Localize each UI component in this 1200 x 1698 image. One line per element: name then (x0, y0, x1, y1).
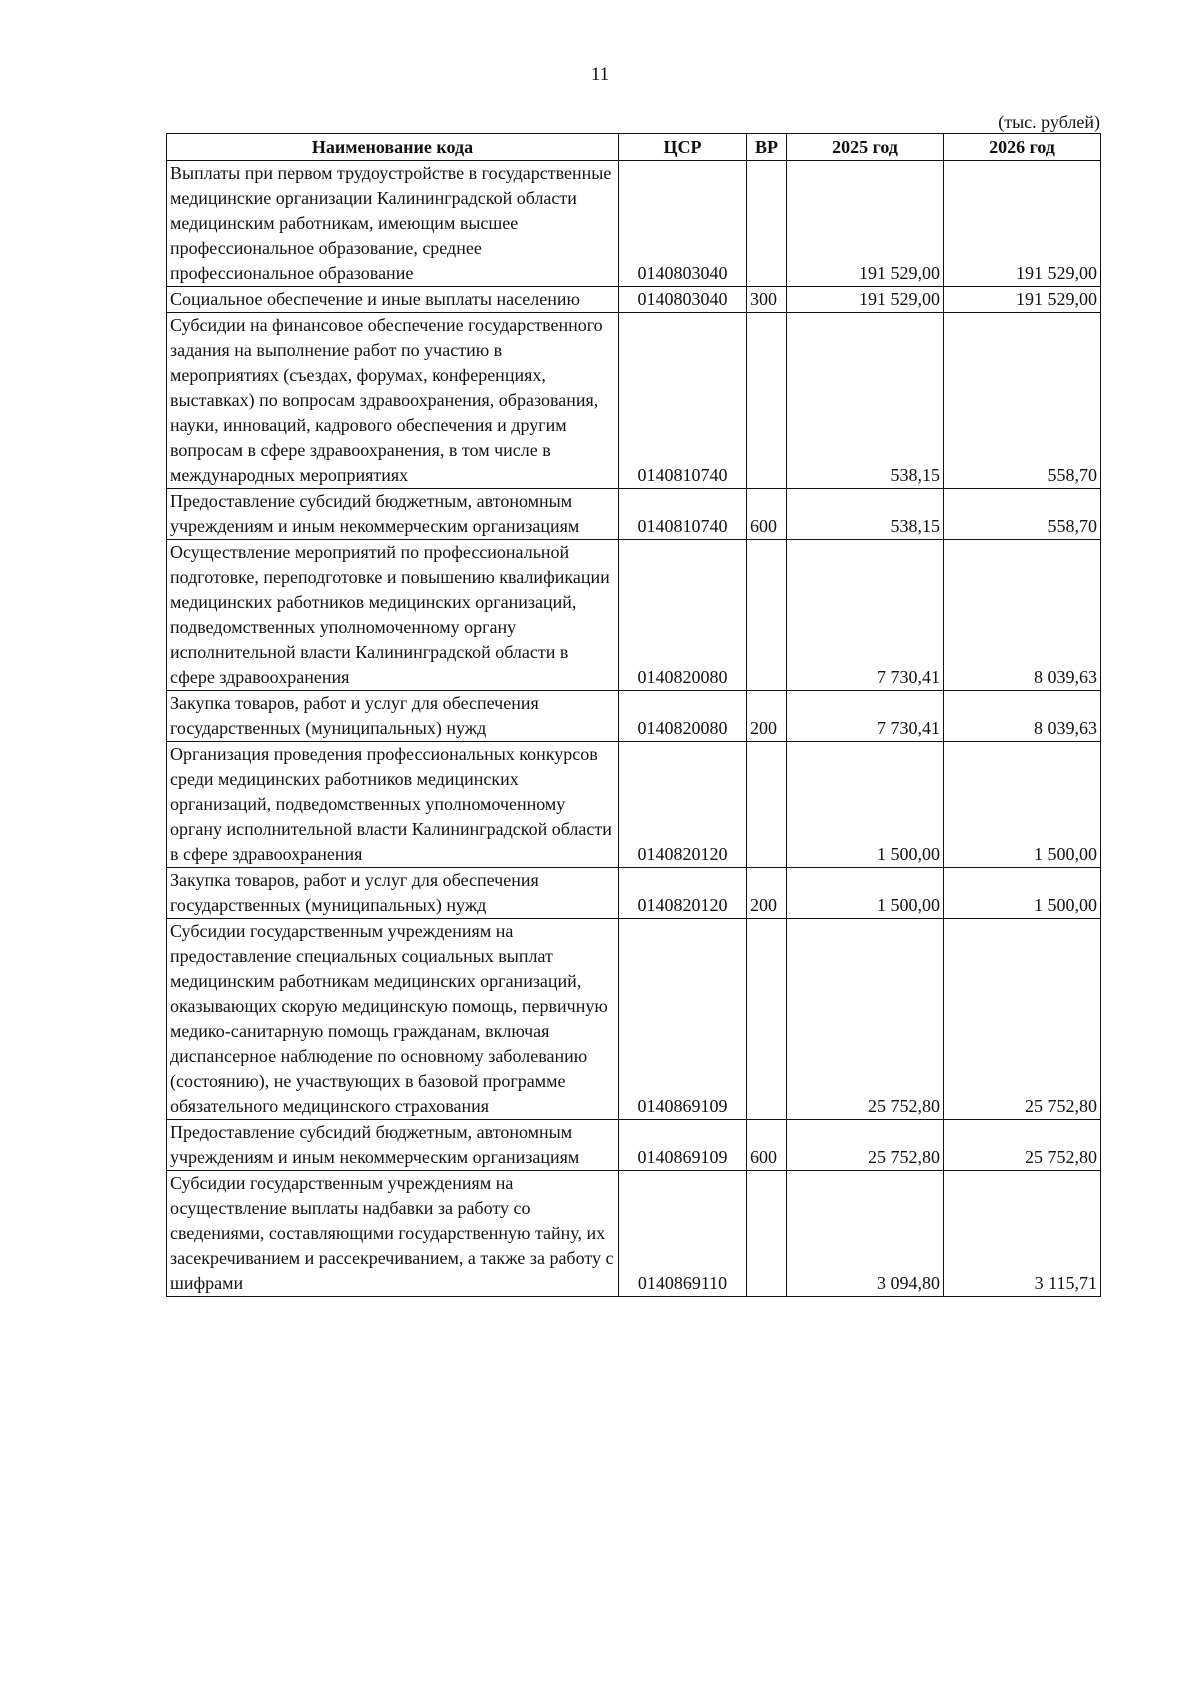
table-row (167, 161, 1101, 287)
row-name: Субсидии на финансовое обеспечение государственного задания на выполнение работ по участию в мероприятиях (съездах, форумах, конференциях, выставках) по вопросам здравоохранения, образования, науки, инноваций, кадрового обеспечения и другим вопросам в сфере здравоохранения, в том числе в международных мероприятиях (167, 313, 619, 489)
row-vr: 200 (747, 868, 787, 919)
row-year-2025: 25 752,80 (787, 919, 944, 1120)
row-year-2026: 558,70 (944, 313, 1101, 489)
row-name: Субсидии государственным учреждениям на предоставление специальных социальных выплат медицинским работникам медицинских организаций, оказывающих скорую медицинскую помощь, первичную медико-санитарную помощь гражданам, включая диспансерное наблюдение по основному заболеванию (состоянию), не участвующих в базовой программе обязательного медицинского страхования (167, 919, 619, 1120)
row-name: Выплаты при первом трудоустройстве в государственные медицинские организации Калининградской области медицинским работникам, имеющим высшее профессиональное образование, среднее профессиональное образование (167, 161, 619, 287)
row-year-2026: 8 039,63 (944, 691, 1101, 742)
row-code: 0140820080 (619, 691, 747, 742)
row-vr (747, 919, 787, 1120)
row-code: 0140820120 (619, 742, 747, 868)
header-year-2025: 2025 год (787, 134, 944, 161)
table-row (167, 868, 1101, 919)
row-year-2025: 191 529,00 (787, 161, 944, 287)
table-row (167, 1120, 1101, 1171)
row-year-2025: 538,15 (787, 489, 944, 540)
row-year-2026: 1 500,00 (944, 868, 1101, 919)
row-vr (747, 742, 787, 868)
table-row (167, 287, 1101, 313)
row-year-2026: 191 529,00 (944, 161, 1101, 287)
row-code: 0140803040 (619, 287, 747, 313)
table-row (167, 1171, 1101, 1297)
budget-table (166, 133, 1101, 1297)
row-year-2025: 7 730,41 (787, 540, 944, 691)
row-vr: 600 (747, 1120, 787, 1171)
row-code: 0140869110 (619, 1171, 747, 1297)
row-year-2026: 25 752,80 (944, 919, 1101, 1120)
row-code: 0140820120 (619, 868, 747, 919)
header-vr: ВР (747, 134, 787, 161)
row-name: Предоставление субсидий бюджетным, автономным учреждениям и иным некоммерческим организациям (167, 1120, 619, 1171)
table-row (167, 919, 1101, 1120)
header-code: ЦСР (619, 134, 747, 161)
row-year-2026: 3 115,71 (944, 1171, 1101, 1297)
row-vr (747, 161, 787, 287)
row-code: 0140810740 (619, 313, 747, 489)
row-year-2025: 25 752,80 (787, 1120, 944, 1171)
units-label: (тыс. рублей) (998, 112, 1100, 132)
row-code: 0140869109 (619, 919, 747, 1120)
row-name: Организация проведения профессиональных конкурсов среди медицинских работников медицинских организаций, подведомственных уполномоченному органу исполнительной власти Калининградской области в сфере здравоохранения (167, 742, 619, 868)
row-year-2025: 1 500,00 (787, 868, 944, 919)
header-name: Наименование кода (167, 134, 619, 161)
row-name: Предоставление субсидий бюджетным, автономным учреждениям и иным некоммерческим организациям (167, 489, 619, 540)
row-code: 0140869109 (619, 1120, 747, 1171)
row-code: 0140820080 (619, 540, 747, 691)
table-row (167, 313, 1101, 489)
row-name: Закупка товаров, работ и услуг для обеспечения государственных (муниципальных) нужд (167, 691, 619, 742)
row-year-2026: 25 752,80 (944, 1120, 1101, 1171)
table-row (167, 540, 1101, 691)
table-row (167, 742, 1101, 868)
row-year-2026: 558,70 (944, 489, 1101, 540)
header-year-2026: 2026 год (944, 134, 1101, 161)
row-year-2025: 1 500,00 (787, 742, 944, 868)
row-vr: 600 (747, 489, 787, 540)
table-row (167, 489, 1101, 540)
row-code: 0140803040 (619, 161, 747, 287)
row-name: Субсидии государственным учреждениям на осуществление выплаты надбавки за работу со сведениями, составляющими государственную тайну, их засекречиванием и рассекречиванием, а также за работу с шифрами (167, 1171, 619, 1297)
row-year-2025: 538,15 (787, 313, 944, 489)
row-name: Социальное обеспечение и иные выплаты населению (167, 287, 619, 313)
page-number: 11 (590, 64, 610, 85)
row-code: 0140810740 (619, 489, 747, 540)
header-row (167, 134, 1101, 161)
row-name: Осуществление мероприятий по профессиональной подготовке, переподготовке и повышению квалификации медицинских работников медицинских организаций, подведомственных уполномоченному органу исполнительной власти Калининградской области в сфере здравоохранения (167, 540, 619, 691)
row-year-2025: 191 529,00 (787, 287, 944, 313)
row-vr (747, 313, 787, 489)
row-year-2025: 3 094,80 (787, 1171, 944, 1297)
row-year-2025: 7 730,41 (787, 691, 944, 742)
row-year-2026: 8 039,63 (944, 540, 1101, 691)
row-year-2026: 1 500,00 (944, 742, 1101, 868)
row-vr: 300 (747, 287, 787, 313)
table-row (167, 691, 1101, 742)
row-vr (747, 540, 787, 691)
row-vr: 200 (747, 691, 787, 742)
row-year-2026: 191 529,00 (944, 287, 1101, 313)
row-vr (747, 1171, 787, 1297)
row-name: Закупка товаров, работ и услуг для обеспечения государственных (муниципальных) нужд (167, 868, 619, 919)
